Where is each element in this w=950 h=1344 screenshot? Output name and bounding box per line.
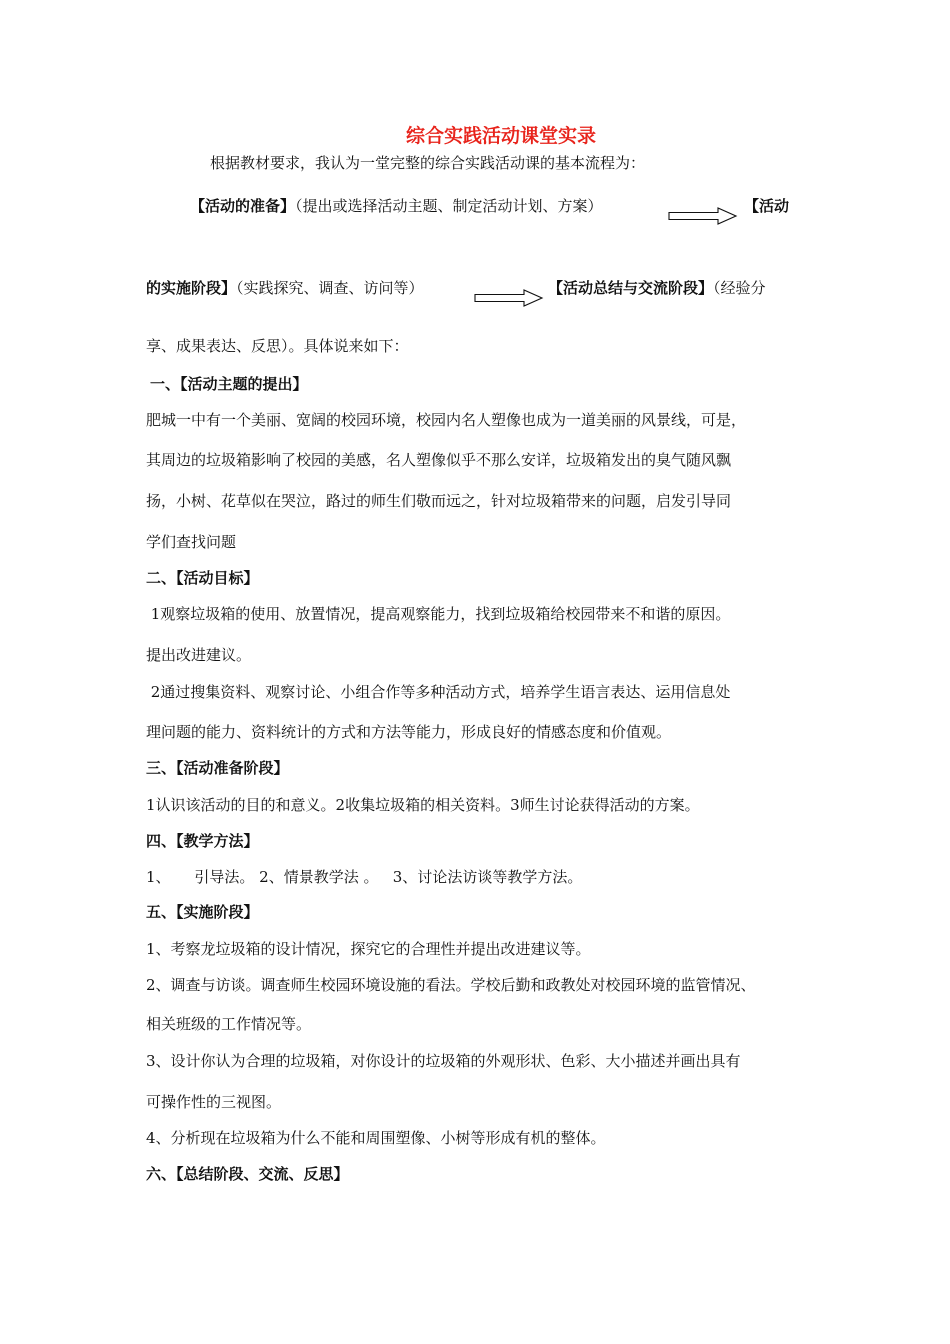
section-1-heading: 一、【活动主题的提出】 [150,375,308,393]
section-5-heading: 五、【实施阶段】 [146,903,259,921]
flow-arrow-icon [474,289,544,307]
section-1-line: 其周边的垃圾箱影响了校园的美感，名人塑像似乎不那么安详，垃圾箱发出的臭气随风飘 [146,451,732,469]
flow-stage1-label: 【活动的准备】 [190,197,296,215]
flow-stage3-label: 【活动总结与交流阶段】 [548,279,714,297]
section-2-line: 1观察垃圾箱的使用、放置情况，提高观察能力，找到垃圾箱给校园带来不和谐的原因。 [146,605,731,623]
flow-stage2-desc: （实践探究、调查、访问等） [236,279,424,297]
page-title: 综合实践活动课堂实录 [405,125,596,147]
section-5-line: 可操作性的三视图。 [146,1093,282,1111]
section-2-line: 2通过搜集资料、观察讨论、小组合作等多种活动方式，培养学生语言表达、运用信息处 [146,683,731,701]
section-2-heading: 二、【活动目标】 [146,569,259,587]
section-1-line: 学们查找问题 [146,533,237,551]
section-5-line: 2、调查与访谈。调查师生校园环境设施的看法。学校后勤和政教处对校园环境的监管情况、 [146,976,756,994]
section-1-line: 扬，小树、花草似在哭泣，路过的师生们敬而远之，针对垃圾箱带来的问题，启发引导同 [146,492,732,510]
flow-line-1 [190,196,603,216]
section-3-heading: 三、【活动准备阶段】 [146,759,289,777]
section-2-line: 提出改进建议。 [146,646,252,664]
section-5-line: 3、设计你认为合理的垃圾箱，对你设计的垃圾箱的外观形状、色彩、大小描述并画出具有 [146,1052,741,1070]
section-4-line: 1、 引导法。 2、情景教学法 。 3、讨论法访谈等教学方法。 [146,868,583,886]
flow-stage3-desc-b: 享、成果表达、反思）。具体说来如下： [146,337,409,355]
section-6-heading: 六、【总结阶段、交流、反思】 [146,1165,349,1183]
section-5-line: 相关班级的工作情况等。 [146,1015,312,1033]
intro-text: 根据教材要求，我认为一堂完整的综合实践活动课的基本流程为： [210,154,646,172]
section-5-line: 4、分析现在垃圾箱为什么不能和周围塑像、小树等形成有机的整体。 [146,1129,606,1147]
section-5-line: 1、考察龙垃圾箱的设计情况，探究它的合理性并提出改进建议等。 [146,940,591,958]
section-2-line: 理问题的能力、资料统计的方式和方法等能力，形成良好的情感态度和价值观。 [146,723,672,741]
flow-stage3-desc-a: （经验分 [713,279,766,297]
flow-stage2-label-b: 的实施阶段】 [146,279,237,297]
flow-line-2 [146,278,424,298]
flow-arrow-icon [668,207,738,225]
flow-stage2-label-a: 【活动 [744,197,790,215]
section-4-heading: 四、【教学方法】 [146,832,259,850]
flow-line-2-right [548,278,766,298]
flow-stage1-desc: （提出或选择活动主题、制定活动计划、方案） [295,197,603,215]
section-1-line: 肥城一中有一个美丽、宽阔的校园环境，校园内名人塑像也成为一道美丽的风景线，可是， [146,411,747,429]
section-3-line: 1认识该活动的目的和意义。2收集垃圾箱的相关资料。3师生讨论获得活动的方案。 [146,796,700,814]
